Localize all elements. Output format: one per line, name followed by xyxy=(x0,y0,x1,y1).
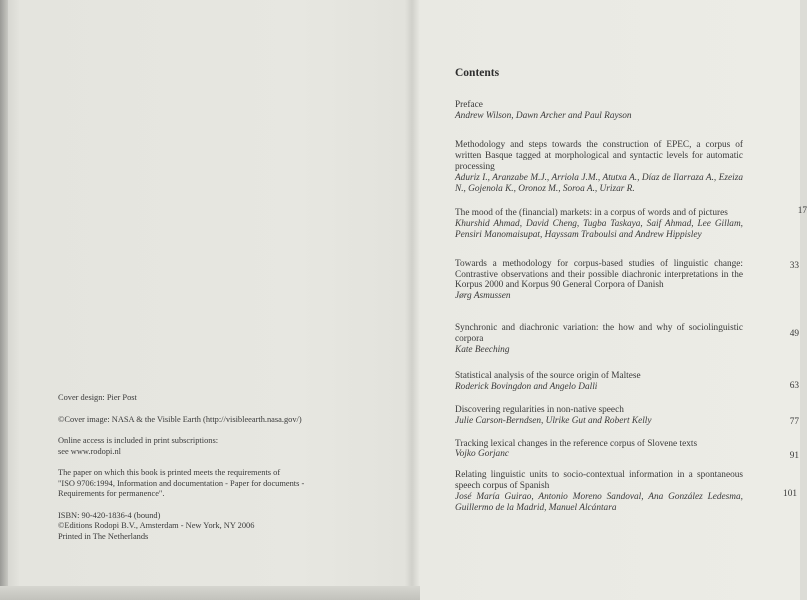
entry-authors: Vojko Gorjanc xyxy=(455,449,509,460)
entry-title: Tracking lexical changes in the reference corpus of Slovene texts xyxy=(455,438,698,449)
imprint-block xyxy=(58,393,388,550)
paper-line-1: The paper on which this book is printed meets the requirements of xyxy=(58,468,281,477)
entry-title: The mood of the (financial) markets: in a corpus of words and of pictures xyxy=(455,208,728,219)
page-bottom-edge xyxy=(0,586,420,600)
entry-page-number: 77 xyxy=(789,416,799,427)
entry-authors: Kate Beeching xyxy=(455,344,510,355)
entry-authors: José María Guirao, Antonio Moreno Sandoval, Ana González Ledesma, Guillermo de la Madrid, Manuel Alcántara xyxy=(455,491,743,513)
contents-entry xyxy=(455,206,807,240)
entry-authors: Jørg Asmussen xyxy=(455,291,511,302)
contents-entry xyxy=(455,438,799,461)
contents-entry xyxy=(455,470,797,513)
online-access-line-1: Online access is included in print subscriptions: xyxy=(58,436,219,445)
entry-authors: Julie Carson-Berndsen, Ulrike Gut and Robert Kelly xyxy=(455,415,652,426)
entry-page-number: 33 xyxy=(789,260,799,271)
cover-image-credit: ©Cover image: NASA & the Visible Earth (http://visibleearth.nasa.gov/) xyxy=(58,414,302,424)
entry-page-number: 49 xyxy=(789,328,799,339)
online-access-line-2: see www.rodopi.nl xyxy=(58,446,121,456)
contents-entry xyxy=(455,404,799,427)
publisher-copyright: ©Editions Rodopi B.V., Amsterdam - New York, NY 2006 xyxy=(58,521,255,530)
entry-title: Preface xyxy=(455,99,483,110)
entry-title: Relating linguistic units to socio-contextual information in a spontaneous speech corpus of Spanish xyxy=(455,470,743,491)
printed-in: Printed in The Netherlands xyxy=(58,531,149,541)
publication-info xyxy=(58,511,388,543)
entry-authors: Aduriz I., Aranzabe M.J., Arriola J.M., Atutxa A., Díaz de Ilarraza A., Ezeiza N., Gojenola K., Oronoz M., Soroa A., Urizar R. xyxy=(455,172,743,194)
contents-entry xyxy=(455,371,799,393)
contents-entry xyxy=(455,140,743,194)
entry-page-number: 91 xyxy=(789,450,799,461)
entry-authors: Roderick Bovingdon and Angelo Dalli xyxy=(455,382,598,393)
contents-entry xyxy=(455,100,743,122)
paper-permanence-note xyxy=(58,468,388,500)
paper-line-2: "ISO 9706:1994, Information and documentation - Paper for documents - xyxy=(58,478,305,488)
entry-title: Methodology and steps towards the construction of EPEC, a corpus of written Basque tagged at morphological and syntactic levels for automatic processing xyxy=(455,140,743,172)
contents-heading: Contents xyxy=(455,67,500,79)
entry-title: Synchronic and diachronic variation: the how and why of sociolinguistic corpora xyxy=(455,322,743,344)
entry-title: Statistical analysis of the source origin of Maltese xyxy=(455,371,641,382)
entry-page-number: 63 xyxy=(789,381,799,392)
contents-page xyxy=(455,67,807,513)
isbn: ISBN: 90-420-1836-4 (bound) xyxy=(58,510,161,520)
contents-entry xyxy=(455,322,799,355)
online-access-note xyxy=(58,436,388,457)
contents-entry xyxy=(455,258,799,302)
cover-design-credit: Cover design: Pier Post xyxy=(58,393,137,402)
entry-authors: Andrew Wilson, Dawn Archer and Paul Rayson xyxy=(455,110,632,121)
entry-page-number: 101 xyxy=(783,489,797,500)
entry-authors: Khurshid Ahmad, David Cheng, Tugba Taskaya, Saif Ahmad, Lee Gillam, Pensiri Manomaisupat, Hayssam Traboulsi and Andrew Hippisley xyxy=(455,219,743,240)
entry-title: Towards a methodology for corpus-based studies of linguistic change: Contrastive observations and their possible diachronic interpretations in the Korpus 2000 and Korpus 90 General Corpora of Danish xyxy=(455,258,743,291)
entry-title: Discovering regularities in non-native speech xyxy=(455,404,624,415)
paper-line-3: Requirements for permanence". xyxy=(58,489,165,498)
entry-page-number: 17 xyxy=(797,206,807,217)
page-stack-edge xyxy=(0,0,8,600)
